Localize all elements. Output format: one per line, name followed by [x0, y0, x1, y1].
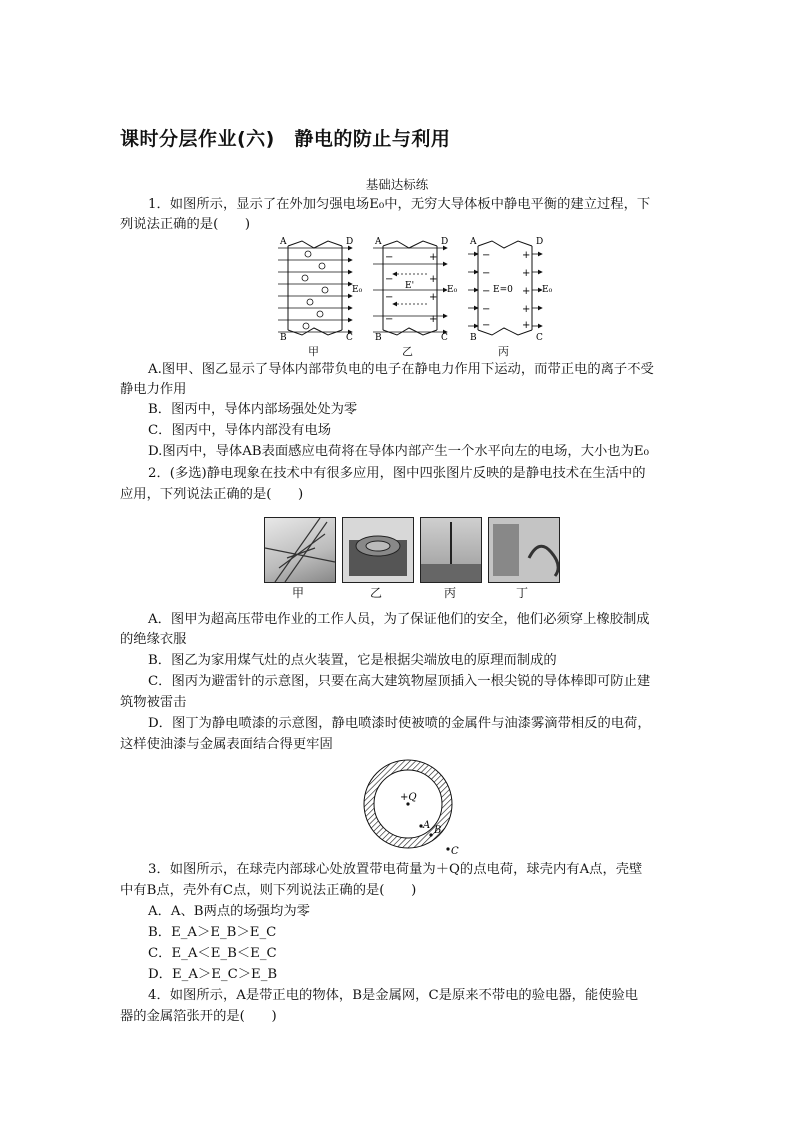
q1-figure-conductor-plates [270, 234, 560, 360]
q2-option-c-line2: 筑物被雷击 [120, 695, 187, 710]
q4-stem-line2: 器的金属箔张开的是( ) [120, 1009, 277, 1024]
q1-option-d: D.图丙中，导体AB表面感应电荷将在导体内部产生一个水平向左的电场，大小也为E₀ [148, 444, 649, 459]
plate-jia [278, 237, 363, 343]
photo-label-jia: 甲 [292, 586, 305, 600]
svg-text:C: C [441, 333, 448, 343]
label-A: A [280, 237, 287, 247]
fig-label-jia: 甲 [308, 345, 319, 358]
q2-option-b: B．图乙为家用煤气灶的点火装置，它是根据尖端放电的原理而制成的 [148, 653, 557, 668]
svg-text:E': E' [405, 281, 415, 291]
photo-label-bing: 丙 [444, 586, 457, 600]
svg-text:D: D [536, 237, 544, 247]
svg-text:−: − [482, 250, 491, 261]
svg-text:E₀: E₀ [352, 285, 363, 295]
q3-stem-line1: 3．如图所示，在球壳内部球心处放置带电荷量为＋Q的点电荷，球壳内有A点，壳壁 [148, 862, 643, 877]
point-b-dot [429, 833, 432, 836]
section-heading: 基础达标练 [365, 177, 429, 192]
point-a-label: A [423, 820, 431, 831]
svg-text:+: + [522, 304, 531, 315]
q1-option-b: B．图丙中，导体内部场强处处为零 [148, 402, 358, 417]
q4-stem-line1: 4．如图所示，A是带正电的物体，B是金属网，C是原来不带电的验电器，能使验电 [148, 988, 639, 1003]
svg-text:D: D [346, 237, 354, 247]
q2-option-a-line1: A．图甲为超高压带电作业的工作人员，为了保证他们的安全，他们必须穿上橡胶制成 [148, 612, 650, 627]
svg-text:B: B [470, 333, 477, 343]
svg-text:−: − [385, 292, 394, 303]
svg-text:+: + [429, 252, 438, 263]
svg-text:E=0: E=0 [493, 285, 513, 295]
q2-stem-line2: 应用，下列说法正确的是( ) [120, 487, 304, 502]
svg-text:−: − [482, 304, 491, 315]
point-c-dot [446, 847, 449, 850]
svg-text:D: D [441, 237, 449, 247]
q3-stem-line2: 中有B点，壳外有C点，则下列说法正确的是( ) [120, 883, 417, 898]
svg-text:C: C [536, 333, 543, 343]
q2-option-a-line2: 的绝缘衣服 [120, 632, 187, 647]
q3-option-b: B．E_A＞E_B＞E_C [148, 925, 277, 940]
svg-text:+: + [522, 320, 531, 331]
svg-text:E₀: E₀ [447, 285, 458, 295]
svg-text:B: B [375, 333, 382, 343]
point-b-label: B [434, 825, 442, 836]
q2-option-c-line1: C．图丙为避雷针的示意图，只要在高大建筑物屋顶插入一根尖锐的导体棒即可防止建 [148, 674, 651, 689]
q1-option-a-line1: A.图甲、图乙显示了导体内部带负电的电子在静电力作用下运动，而带正电的离子不受 [148, 362, 654, 377]
charge-label: +Q [400, 792, 417, 803]
plate-yi [373, 237, 458, 343]
svg-text:−: − [385, 314, 394, 325]
svg-text:C: C [346, 333, 353, 343]
svg-text:−: − [482, 286, 491, 297]
photo-label-ding: 丁 [516, 586, 529, 600]
svg-text:−: − [482, 268, 491, 279]
fig-label-yi: 乙 [402, 345, 413, 358]
svg-text:+: + [522, 286, 531, 297]
plate-bing [468, 237, 553, 343]
photo-jia-power-tower [264, 517, 336, 583]
q2-stem-line1: 2．(多选)静电现象在技术中有很多应用，图中四张图片反映的是静电技术在生活中的 [148, 466, 646, 481]
q1-stem-line2: 列说法正确的是( ) [120, 217, 251, 232]
svg-text:−: − [385, 252, 394, 263]
photo-label-yi: 乙 [370, 586, 383, 600]
photo-ding-spray-painting [488, 517, 560, 583]
svg-text:+: + [522, 250, 531, 261]
photo-yi-gas-stove [342, 517, 414, 583]
q3-figure-spherical-shell [356, 758, 466, 858]
q3-option-a: A．A、B两点的场强均为零 [148, 904, 310, 919]
q3-option-d: D．E_A＞E_C＞E_B [148, 967, 278, 982]
q1-stem-line1: 1．如图所示，显示了在外加匀强电场E₀中，无穷大导体板中静电平衡的建立过程，下 [148, 197, 651, 212]
q1-option-c: C．图丙中，导体内部没有电场 [148, 423, 332, 438]
svg-text:−: − [482, 320, 491, 331]
svg-text:+: + [429, 274, 438, 285]
q2-option-d-line2: 这样使油漆与金属表面结合得更牢固 [120, 737, 333, 752]
photo-bing-lightning-rod [420, 517, 482, 583]
svg-text:+: + [522, 268, 531, 279]
svg-text:E₀: E₀ [542, 285, 553, 295]
svg-text:−: − [385, 274, 394, 285]
q3-option-c: C．E_A＜E_B＜E_C [148, 946, 277, 961]
q2-option-d-line1: D．图丁为静电喷漆的示意图，静电喷漆时使被喷的金属件与油漆雾滴带相反的电荷， [148, 716, 651, 731]
svg-text:A: A [375, 237, 382, 247]
svg-text:B: B [280, 333, 287, 343]
page-title: 课时分层作业(六) 静电的防止与利用 [120, 128, 451, 150]
svg-text:+: + [429, 292, 438, 303]
svg-text:A: A [470, 237, 477, 247]
fig-label-bing: 丙 [498, 345, 509, 358]
svg-text:+: + [429, 314, 438, 325]
point-c-label: C [451, 846, 459, 857]
q1-option-a-line2: 静电力作用 [120, 382, 187, 397]
